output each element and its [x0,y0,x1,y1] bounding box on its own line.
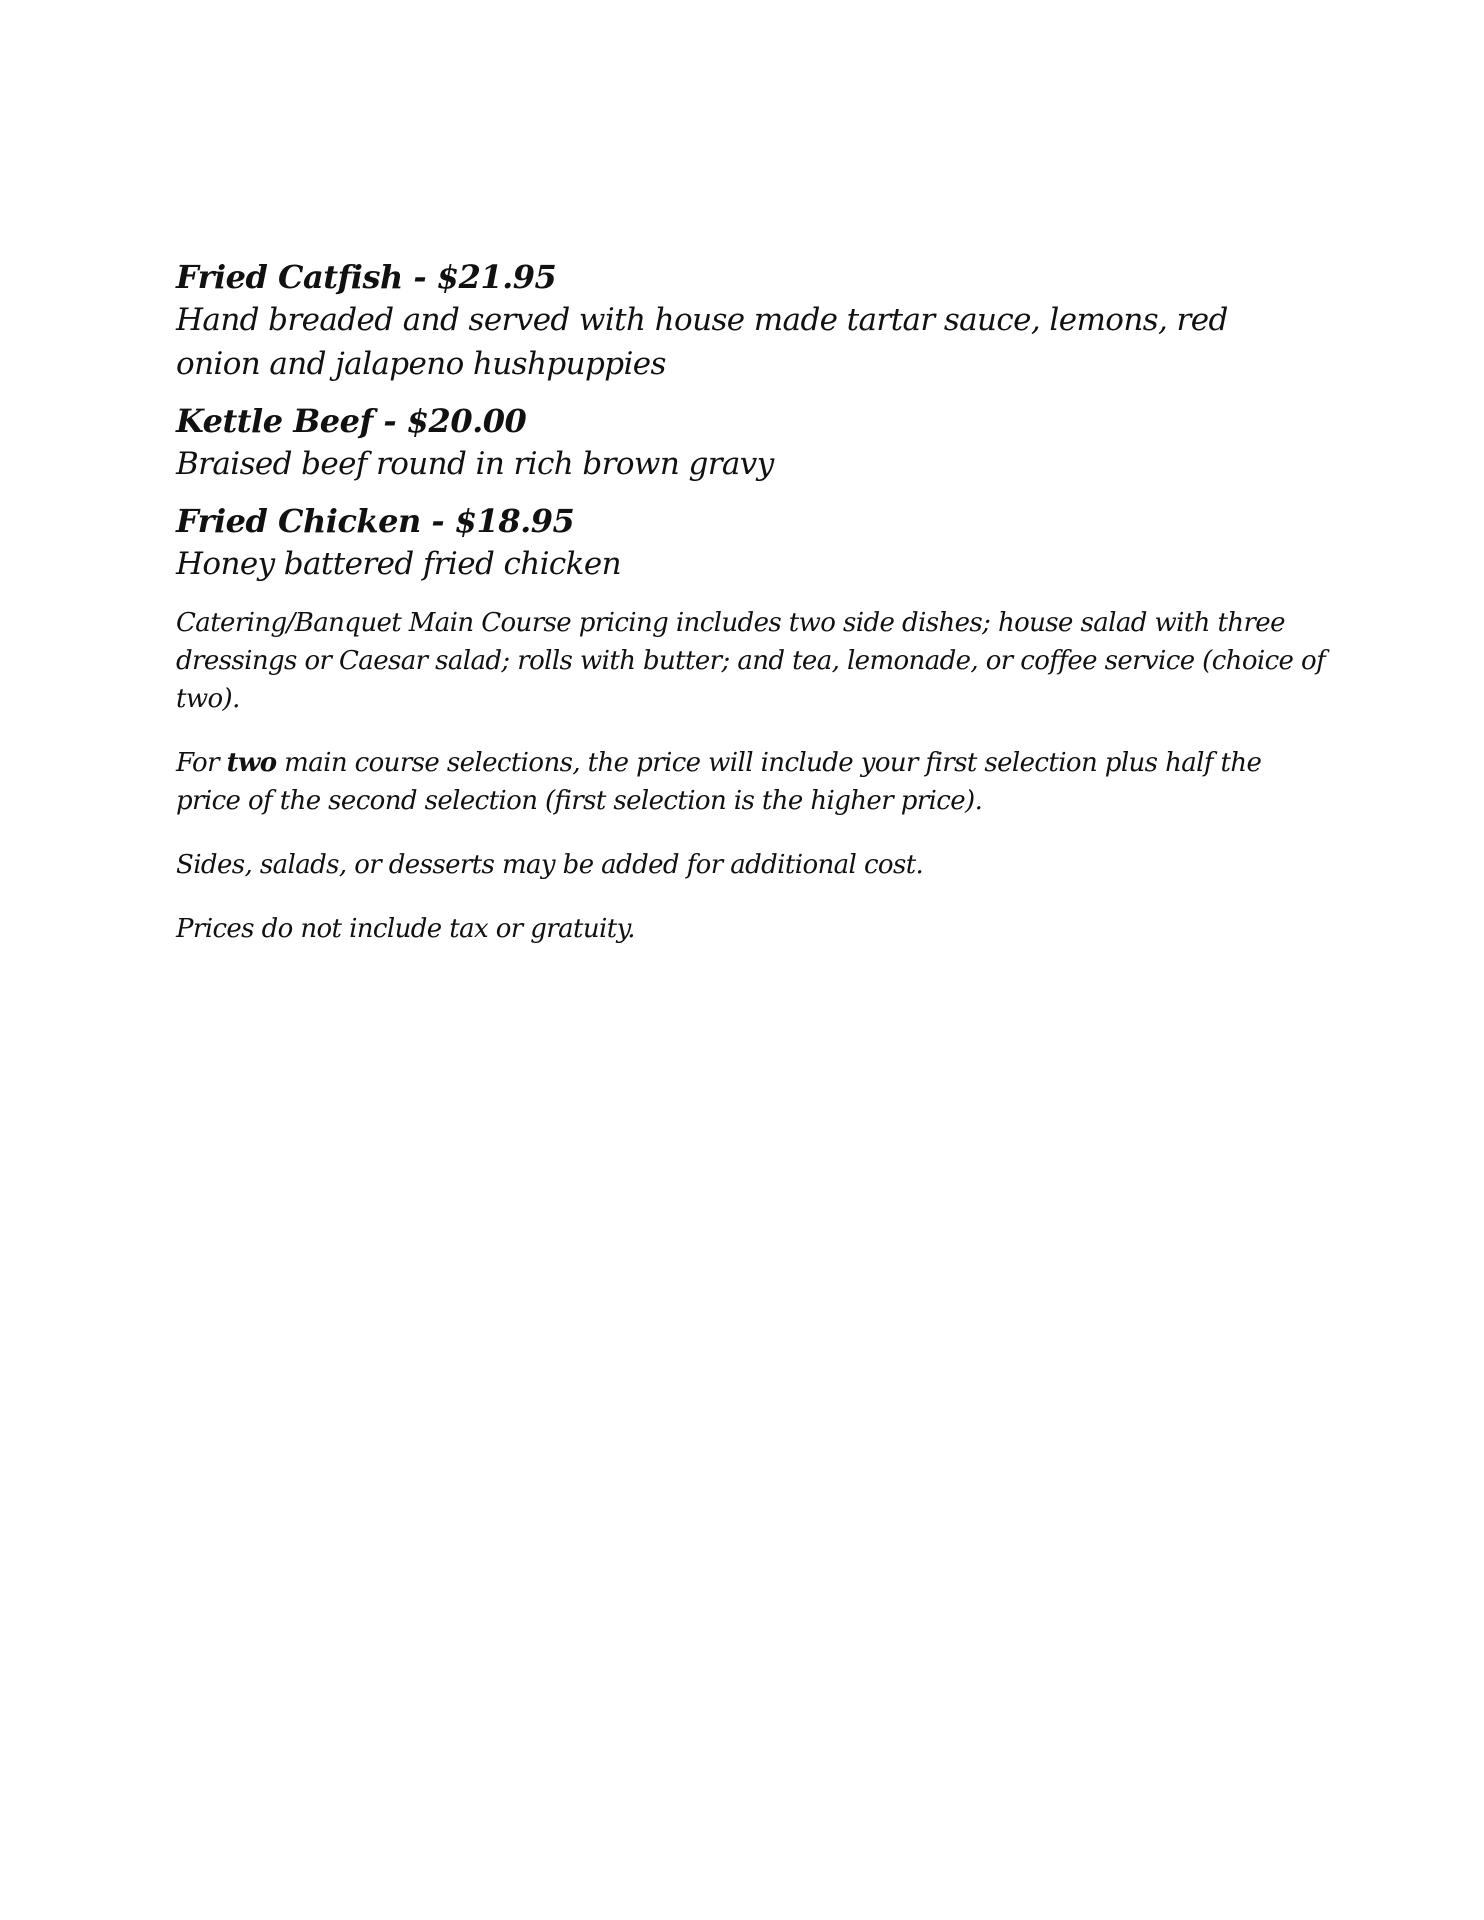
note-pricing-includes: Catering/Banquet Main Course pricing includes two side dishes; house salad with three dressings or Caesar salad; rolls with butter; and tea, lemonade, or coffee service (choice of two). [176,608,1326,714]
menu-item-title: Fried Chicken - $18.95 [176,502,575,540]
note-two-selections-suffix: main course selections, the price will include your first selection plus half the price of the second selection (first selection is the higher price). [176,748,1262,816]
menu-item-title: Fried Catfish - $21.95 [176,258,557,296]
note-two-selections [176,744,1326,820]
note-two-selections-emphasis: two [226,748,277,778]
pricing-notes [176,604,1326,948]
menu-item-kettle-beef [176,400,1326,486]
note-two-selections-prefix: For [176,748,227,778]
menu-item-fried-chicken [176,500,1326,586]
menu-item-title: Kettle Beef - $20.00 [176,402,527,440]
menu-item-description: Braised beef round in rich brown gravy [176,446,774,482]
note-tax-gratuity: Prices do not include tax or gratuity. [176,914,635,944]
note-additional-cost: Sides, salads, or desserts may be added for additional cost. [176,850,924,880]
menu-item-description: Honey battered fried chicken [176,546,621,582]
menu-item-fried-catfish [176,256,1326,386]
menu-content [176,256,1326,974]
menu-item-description: Hand breaded and served with house made tartar sauce, lemons, red onion and jalapeno hushpuppies [176,302,1228,382]
